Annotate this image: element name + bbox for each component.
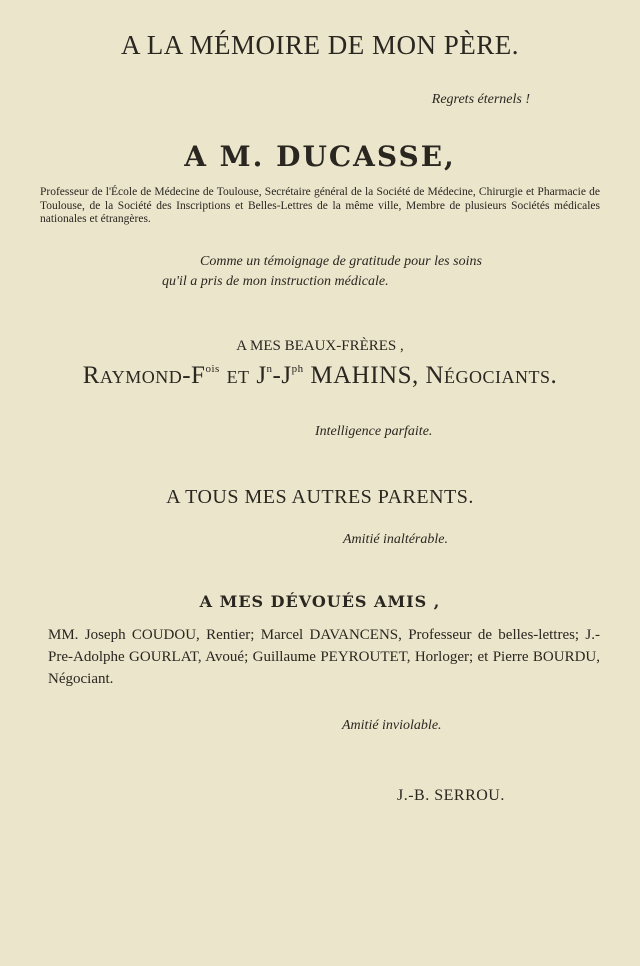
brother-1-sup: ois bbox=[205, 363, 220, 375]
friends-heading: A MES DÉVOUÉS AMIS , bbox=[199, 592, 441, 611]
brothers-names bbox=[0, 362, 640, 390]
brothers-heading: A MES BEAUX-FRÈRES , bbox=[236, 338, 404, 354]
brother-2-sup-1: n bbox=[266, 363, 273, 375]
intelligence-line: Intelligence parfaite. bbox=[315, 424, 433, 439]
comma: , bbox=[411, 362, 419, 389]
dedicatee-heading: A M. DUCASSE, bbox=[184, 140, 456, 173]
conjunction: et bbox=[226, 362, 250, 389]
signature: J.-B. SERROU. bbox=[397, 787, 505, 804]
gratitude-text bbox=[150, 252, 640, 292]
amitie-inalterable: Amitié inaltérable. bbox=[343, 532, 448, 547]
gratitude-line-1: Comme un témoignage de gratitude pour les soins bbox=[200, 254, 482, 269]
regrets-line: Regrets éternels ! bbox=[431, 92, 530, 107]
brother-2-name bbox=[256, 362, 303, 389]
gratitude-line-2: qu'il a pris de mon instruction médicale. bbox=[162, 274, 389, 289]
brother-2-initial: J bbox=[256, 362, 267, 389]
amitie-inviolable: Amitié inviolable. bbox=[342, 718, 442, 733]
dedicatee-description: Professeur de l'École de Médecine de Toulouse, Secrétaire général de la Société de Médecine, Chirurgie et Pharmacie de Toulouse, de la Société des Inscriptions et Belles-Lettres de la même ville, Membre de plusieurs Sociétés médicales nationales et étrangères. bbox=[40, 186, 600, 225]
parents-heading: A TOUS MES AUTRES PARENTS. bbox=[166, 486, 474, 508]
brother-1-name: Raymond-F bbox=[82, 362, 206, 389]
brother-2-mid: -J bbox=[272, 362, 292, 389]
occupation: Négociants. bbox=[425, 362, 558, 389]
family-surname: MAHINS bbox=[310, 362, 412, 389]
friends-list: MM. Joseph COUDOU, Rentier; Marcel DAVANCENS, Professeur de belles-lettres; J.-Pre-Adolphe GOURLAT, Avoué; Guillaume PEYROUTET, Horloger; et Pierre BOURDU, Négociant. bbox=[48, 627, 600, 687]
page-title: A LA MÉMOIRE DE MON PÈRE. bbox=[120, 30, 519, 60]
brother-2-sup-2: ph bbox=[291, 363, 304, 375]
